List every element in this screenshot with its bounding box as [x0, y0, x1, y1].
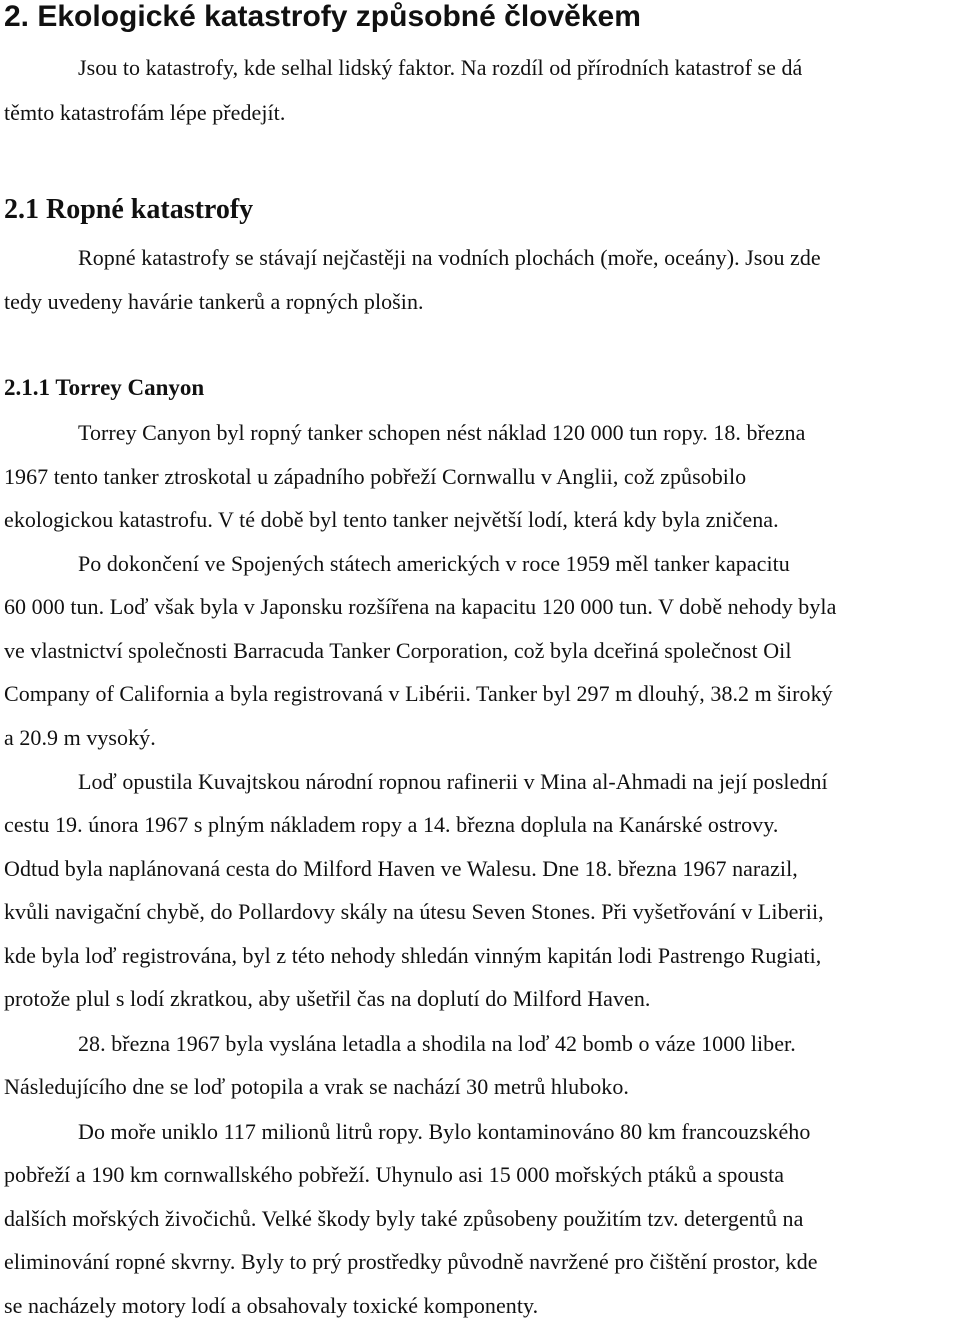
- body-line-3: ekologickou katastrofu. V té době byl tento tanker největší lodí, která kdy byla zničena.: [4, 507, 779, 532]
- body-line-7: Company of California a byla registrovaná v Libérii. Tanker byl 297 m dlouhý, 38.2 m široký: [4, 681, 833, 706]
- body-line-2: 1967 tento tanker ztroskotal u západního pobřeží Cornwallu v Anglii, což způsobilo: [4, 464, 747, 489]
- body-line-1: Torrey Canyon byl ropný tanker schopen nést náklad 120 000 tun ropy. 18. března: [78, 420, 806, 445]
- subsection-heading-torrey-canyon: 2.1.1 Torrey Canyon: [4, 375, 205, 400]
- body-line-4: Po dokončení ve Spojených státech amerických v roce 1959 měl tanker kapacitu: [78, 551, 790, 576]
- body-line-8: a 20.9 m vysoký.: [4, 725, 156, 750]
- section-line-1: Ropné katastrofy se stávají nejčastěji na vodních plochách (moře, oceány). Jsou zde: [78, 245, 821, 270]
- body-line-18: pobřeží a 190 km cornwallského pobřeží. Uhynulo asi 15 000 mořských ptáků a spousta: [4, 1162, 785, 1187]
- section-line-2: tedy uvedeny havárie tankerů a ropných plošin.: [4, 289, 424, 314]
- chapter-heading: 2. Ekologické katastrofy způsobné člověkem: [4, 0, 641, 33]
- body-line-15: 28. března 1967 byla vyslána letadla a shodila na loď 42 bomb o váze 1000 liber.: [78, 1031, 796, 1056]
- body-line-21: se nacházely motory lodí a obsahovaly toxické komponenty.: [4, 1293, 539, 1318]
- body-line-10: cestu 19. února 1967 s plným nákladem ropy a 14. března doplula na Kanárské ostrovy.: [4, 812, 779, 837]
- intro-line-2: těmto katastrofám lépe předejít.: [4, 100, 286, 125]
- body-line-20: eliminování ropné skvrny. Byly to prý prostředky původně navržené pro čištění prostor, kde: [4, 1249, 818, 1274]
- body-line-19: dalších mořských živočichů. Velké škody byly také způsobeny použitím tzv. detergentů na: [4, 1206, 804, 1231]
- section-heading-ropne-katastrofy: 2.1 Ropné katastrofy: [4, 194, 254, 225]
- body-line-9: Loď opustila Kuvajtskou národní ropnou rafinerii v Mina al-Ahmadi na její poslední: [78, 769, 828, 794]
- body-line-11: Odtud byla naplánovaná cesta do Milford Haven ve Walesu. Dne 18. března 1967 narazil,: [4, 856, 798, 881]
- body-line-16: Následujícího dne se loď potopila a vrak se nachází 30 metrů hluboko.: [4, 1074, 629, 1099]
- body-line-13: kde byla loď registrována, byl z této nehody shledán vinným kapitán lodi Pastrengo Rugiati,: [4, 943, 822, 968]
- body-line-14: protože plul s lodí zkratkou, aby ušetřil čas na doplutí do Milford Haven.: [4, 986, 651, 1011]
- body-line-12: kvůli navigační chybě, do Pollardovy skály na útesu Seven Stones. Při vyšetřování v Liberii,: [4, 899, 824, 924]
- body-line-17: Do moře uniklo 117 milionů litrů ropy. Bylo kontaminováno 80 km francouzského: [78, 1119, 811, 1144]
- body-line-6: ve vlastnictví společnosti Barracuda Tanker Corporation, což byla dceřiná společnost Oil: [4, 638, 792, 663]
- body-line-5: 60 000 tun. Loď však byla v Japonsku rozšířena na kapacitu 120 000 tun. V době nehody byla: [4, 594, 837, 619]
- intro-line-1: Jsou to katastrofy, kde selhal lidský faktor. Na rozdíl od přírodních katastrof se dá: [78, 55, 803, 80]
